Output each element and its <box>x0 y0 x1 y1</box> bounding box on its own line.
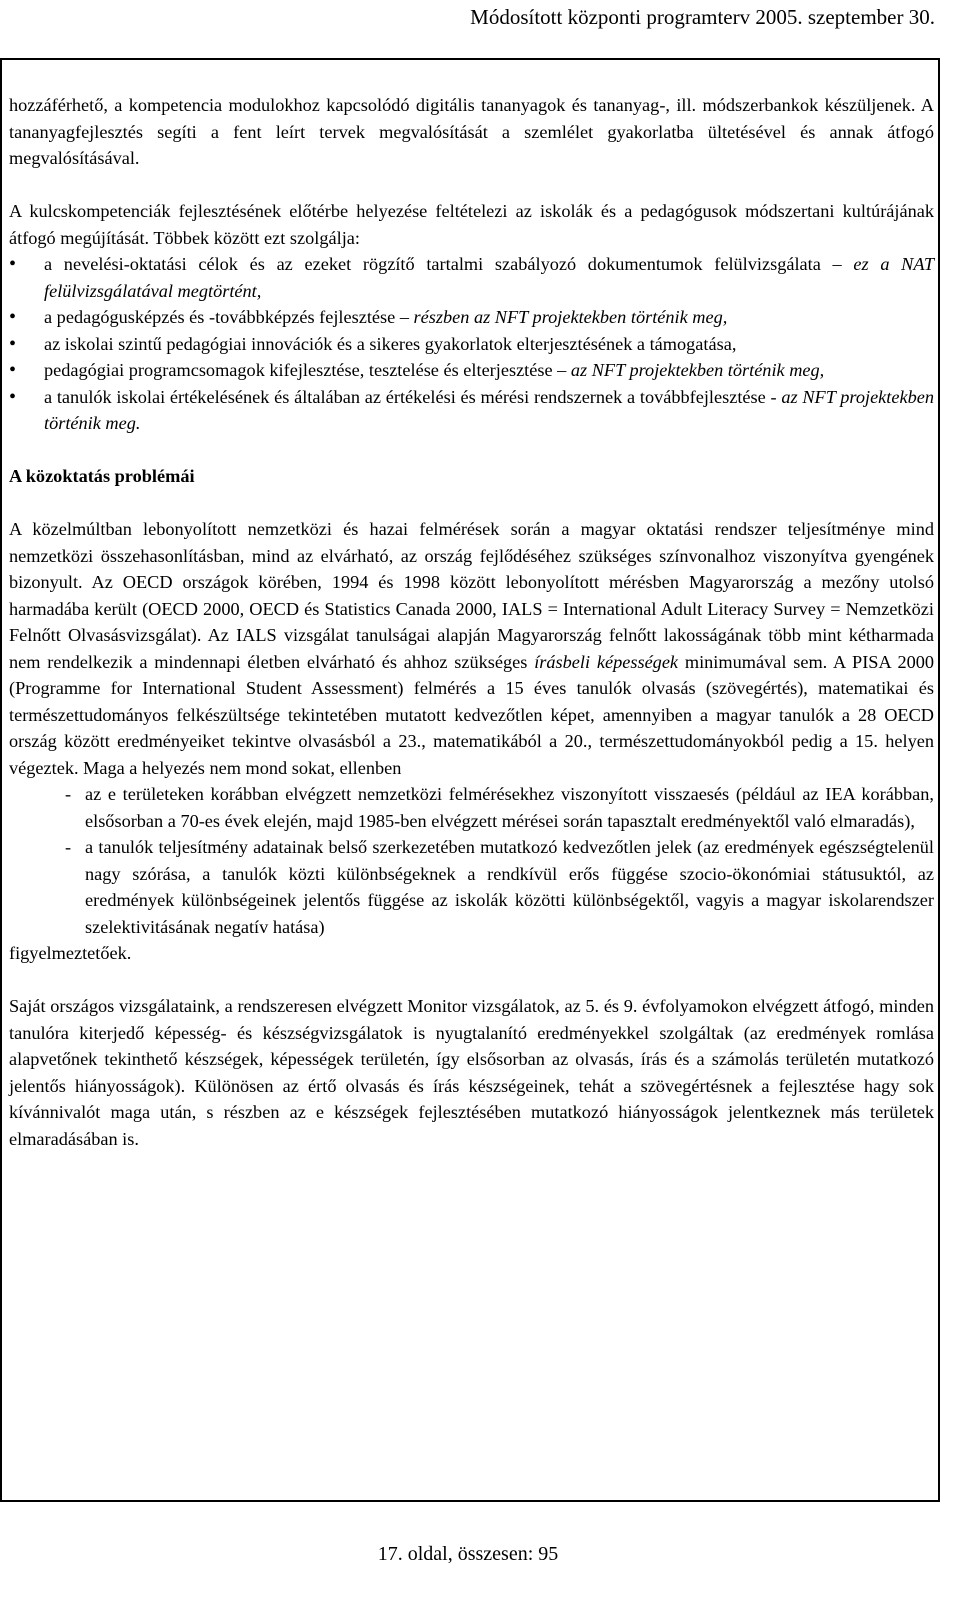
paragraph-key-competences: A kulcskompetenciák fejlesztésének előtérbe helyezése feltételezi az iskolák és a pedagógusok módszertani kultúrájának átfogó megújítását. Többek között ezt szolgálja: <box>9 201 934 248</box>
dash-item: - az e területeken korábban elvégzett nemzetközi felmérésekhez viszonyított visszaesés (például az IEA korábban, elsősorban a 70-es évek elején, majd 1985-ben elvégzett mérései során tapasztalt eredményektől való elmaradás), <box>9 781 934 834</box>
bullet-item: • a tanulók iskolai értékelésének és általában az értékelési és mérési rendszernek a továbbfejlesztése - az NFT projektekben történik meg. <box>9 384 934 437</box>
page-footer: 17. oldal, összesen: 95 <box>377 1543 559 1565</box>
document-body <box>9 92 934 1152</box>
section-heading: A közoktatás problémái <box>9 466 195 486</box>
bullet-item: • pedagógiai programcsomagok kifejlesztése, tesztelése és elterjesztése – az NFT projektekben történik meg, <box>9 357 934 384</box>
bullet-list <box>9 251 934 437</box>
paragraph-national-surveys: Saját országos vizsgálataink, a rendszeresen elvégzett Monitor vizsgálatok, az 5. és 9. évfolyamokon elvégzett átfogó, minden tanulóra kiterjedő képesség- és készségvizsgálatok is nyugtalanító eredményekkel szolgáltak (az eredmények romlása alapvetőnek tekinthető készségek, képességek területén, így elsősorban az olvasás, írás és a számolás területén mutatkozó jelentős hiányosságok). Különösen az értő olvasás és írás készségeinek, tehát a szövegértésnek a fejlesztése hagy sok kívánnivalót maga után, s részben az e készségek fejlesztésében mutatkozó hiányosságok jelentkeznek más területek elmaradásában is. <box>9 996 934 1149</box>
bullet-item: • a nevelési-oktatási célok és az ezeket rögzítő tartalmi szabályozó dokumentumok felülvizsgálata – ez a NAT felülvizsgálatával megtörtént, <box>9 251 934 304</box>
page-header: Módosított központi programterv 2005. szeptember 30. <box>470 5 935 29</box>
paragraph-conclusion: figyelmeztetőek. <box>9 943 132 963</box>
paragraph-problems: A közelmúltban lebonyolított nemzetközi és hazai felmérések során a magyar oktatási rendszer teljesítménye mind nemzetközi összehasonlításban, mind az elvárható, az ország fejlődéséhez szükséges színvonalhoz viszonyítva gyengének bizonyult. Az OECD országok körében, 1994 és 1998 között lebonyolított mérésben Magyarország a mezőny utolsó harmadába került (OECD 2000, OECD és Statistics Canada 2000, IALS = International Adult Literacy Survey = Nemzetközi Felnőtt Olvasásvizsgálat). Az IALS vizsgálat tanulságai alapján Magyarország felnőtt lakosságának több mint kétharmada nem rendelkezik a mindennapi életben elvárható és ahhoz szükséges írásbeli képességek minimumával sem. A PISA 2000 (Programme for International Student Assessment) felmérés a 15 éves tanulók olvasás (szövegértés), matematikai és természettudományos felkészültsége tekintetében mutatott kedvezőtlen képet, amennyiben a magyar tanulók a 28 OECD ország között eredményeiket tekintve olvasásból a 23., matematikából a 20., természettudományokból pedig a 15. helyen végeztek. Maga a helyezés nem mond sokat, ellenben <box>9 519 935 778</box>
bullet-item: • a pedagógusképzés és -továbbképzés fejlesztése – részben az NFT projektekben történik meg, <box>9 304 934 331</box>
paragraph-intro: hozzáférhető, a kompetencia modulokhoz kapcsolódó digitális tananyagok és tananyag-, ill. módszerbankok készüljenek. A tananyagfejlesztés segíti a fent leírt tervek megvalósítását a szemlélet gyakorlatba ültetésével és annak átfogó megvalósításával. <box>9 95 934 168</box>
dash-item: - a tanulók teljesítmény adatainak belső szerkezetében mutatkozó kedvezőtlen jelek (az eredmények egészségtelenül nagy szórása, a tanulók közti különbségeknek a rendkívül erős függése szocio-ökonómiai státusuktól, az eredmények különbségeinek jelentős függése az iskolák közötti különbségektől, vagyis a magyar iskolarendszer szelektivitásának negatív hatása) <box>9 834 934 940</box>
bullet-item: • az iskolai szintű pedagógiai innovációk és a sikeres gyakorlatok elterjesztésének a támogatása, <box>9 331 934 358</box>
dash-list <box>9 781 934 940</box>
document-frame <box>0 58 940 1502</box>
